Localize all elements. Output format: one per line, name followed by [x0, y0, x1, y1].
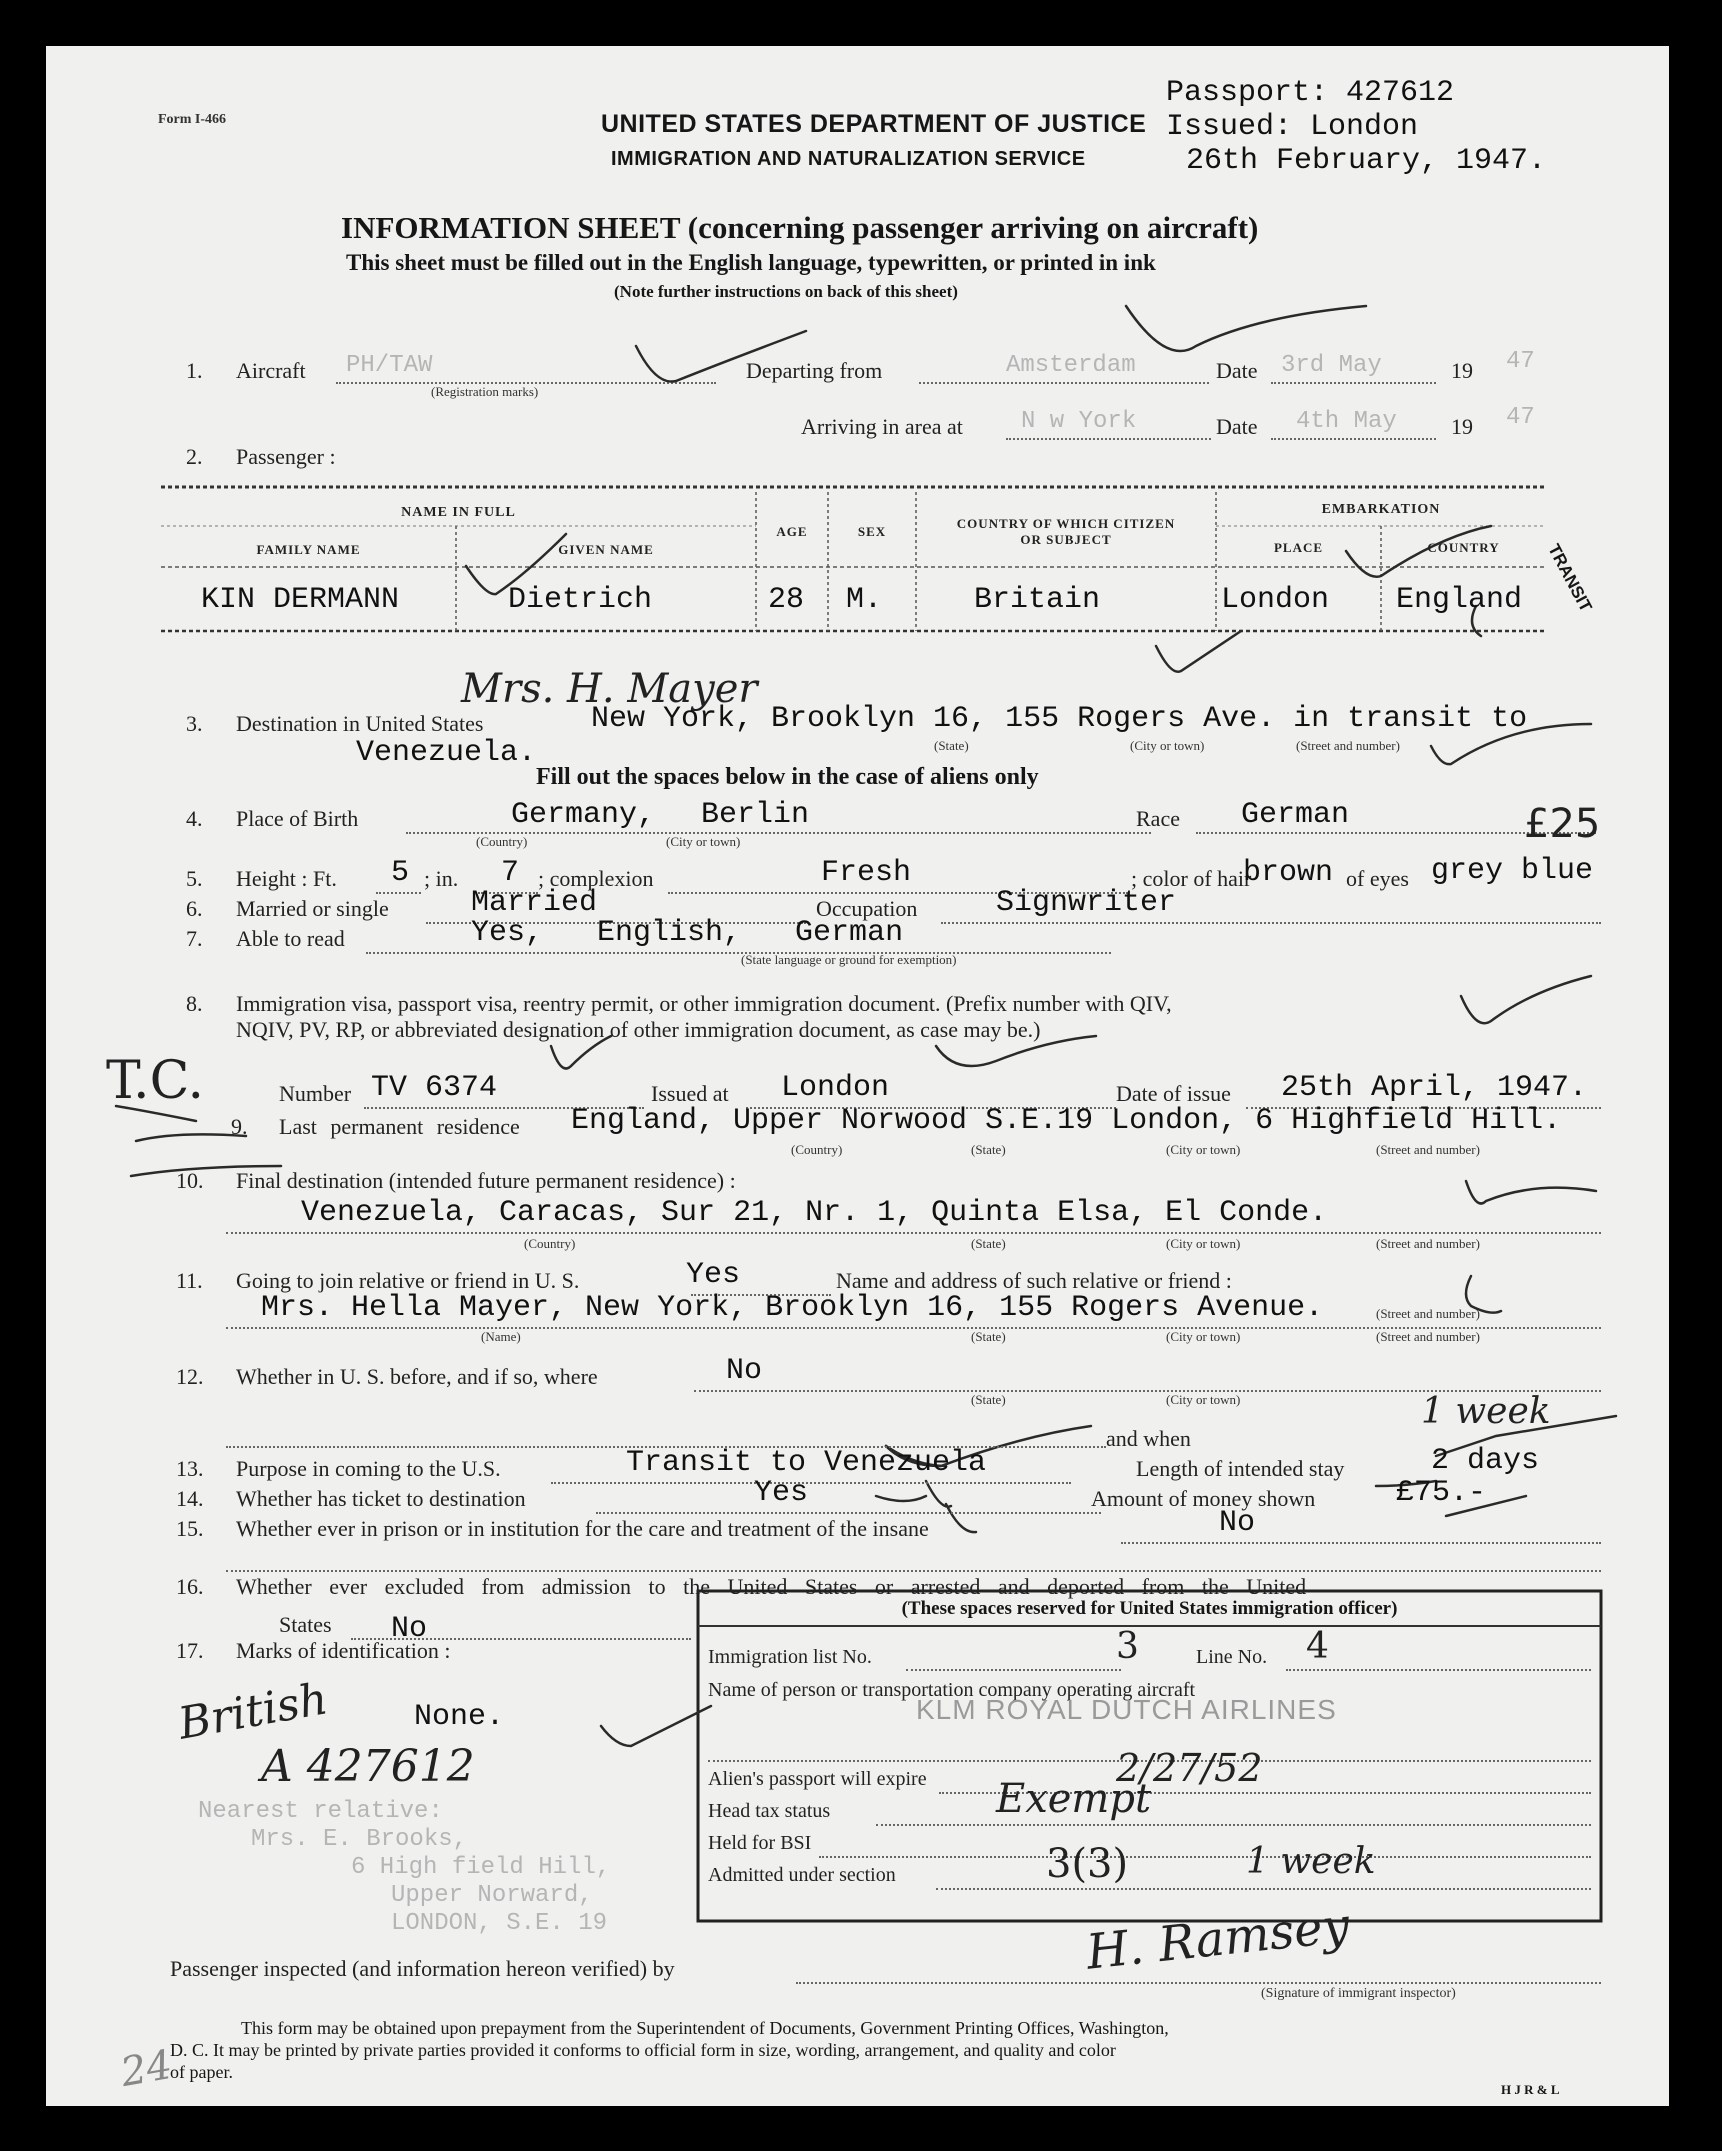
- aircraft-value: PH/TAW: [346, 352, 433, 379]
- excluded-label-line2: States: [279, 1612, 332, 1637]
- final-destination-caption-state: (State): [971, 1236, 1006, 1251]
- admitted-section-value: 3(3): [1046, 1841, 1129, 1887]
- footer-line-3: of paper.: [170, 2062, 233, 2082]
- height-inches-label: ; in.: [424, 866, 459, 891]
- table-header-place: PLACE: [1273, 540, 1324, 555]
- purpose-value: Transit to Venezuela: [626, 1446, 987, 1480]
- money-note-handwritten: £25: [1524, 801, 1601, 847]
- height-inches: 7: [501, 856, 520, 890]
- nearest-relative-line-5: LONDON, S.E. 19: [391, 1910, 608, 1937]
- table-header-age: AGE: [776, 524, 808, 539]
- handwritten-passport-number: A 427612: [261, 1741, 475, 1792]
- and-when-label: and when: [1106, 1426, 1191, 1451]
- final-destination-caption-city: (City or town): [1166, 1236, 1241, 1251]
- occupation-label: Occupation: [816, 896, 918, 921]
- purpose-label: Purpose in coming to the U.S.: [236, 1456, 501, 1481]
- birth-caption-country: (Country): [476, 834, 528, 849]
- item-17-number: 17.: [176, 1638, 204, 1663]
- department-line: UNITED STATES DEPARTMENT OF JUSTICE: [601, 110, 1147, 138]
- item-14-number: 14.: [176, 1486, 204, 1511]
- item-4-number: 4.: [186, 806, 203, 831]
- nearest-relative-line-4: Upper Norward,: [391, 1882, 593, 1909]
- service-line: IMMIGRATION AND NATURALIZATION SERVICE: [611, 148, 1086, 170]
- inspector-signature: H. Ramsey: [1083, 1897, 1353, 1981]
- birth-caption-city: (City or town): [666, 834, 741, 849]
- relative-caption-street: (Street and number): [1376, 1329, 1480, 1344]
- passport-number: Passport: 427612: [1166, 76, 1455, 110]
- arrive-date-value: 4th May: [1296, 408, 1397, 435]
- marital-status-value: Married: [471, 886, 598, 920]
- information-sheet: [46, 46, 1669, 2106]
- destination-caption-state: (State): [934, 738, 969, 753]
- depart-date-label: Date: [1216, 358, 1258, 383]
- complexion-value: Fresh: [821, 856, 912, 890]
- transit-stamp: TRANSIT: [1544, 541, 1596, 615]
- last-residence-caption-street: (Street and number): [1376, 1142, 1480, 1157]
- race-label: Race: [1136, 806, 1180, 831]
- passenger-sex: M.: [846, 583, 883, 617]
- item-5-number: 5.: [186, 866, 203, 891]
- item-1-number: 1.: [186, 358, 203, 383]
- last-residence-label: Last permanent residence: [279, 1114, 520, 1139]
- relative-address-value: Mrs. Hella Mayer, New York, Brooklyn 16, 155 Rogers Avenue.: [261, 1291, 1324, 1325]
- passenger-family-name: KIN DERMANN: [201, 583, 400, 617]
- officer-box-heading: (These spaces reserved for United States immigration officer): [901, 1598, 1398, 1619]
- passenger-age: 28: [768, 583, 805, 617]
- destination-line2: Venezuela.: [356, 736, 537, 770]
- destination-caption-street: (Street and number): [1296, 738, 1400, 753]
- passenger-embark-country: England: [1396, 583, 1523, 617]
- arrive-year-prefix: 19: [1451, 414, 1473, 439]
- admitted-section-label: Admitted under section: [708, 1864, 896, 1886]
- arriving-value: N w York: [1021, 408, 1137, 435]
- arrive-year-value: 47: [1506, 404, 1535, 431]
- form-number: Form I-466: [158, 112, 227, 127]
- arrive-date-label: Date: [1216, 414, 1258, 439]
- item-7-number: 7.: [186, 926, 203, 951]
- item-8-number: 8.: [186, 991, 203, 1016]
- excluded-label-line1: Whether ever excluded from admission to the United States or arrested and deported from the United: [236, 1574, 1307, 1599]
- nearest-relative-line-1: Nearest relative:: [198, 1798, 443, 1825]
- footer-line-2: D. C. It may be printed by private parties provided it conforms to official form in size, wording, arrangement, and quality and color: [170, 2040, 1116, 2060]
- item-12-number: 12.: [176, 1364, 204, 1389]
- prison-label: Whether ever in prison or in institution for the care and treatment of the insane: [236, 1516, 929, 1541]
- passport-issued: Issued: London: [1166, 110, 1419, 144]
- held-for-bsi-label: Held for BSI: [708, 1832, 812, 1854]
- handwritten-nationality: British: [174, 1673, 332, 1750]
- complexion-label: ; complexion: [538, 866, 654, 891]
- passenger-given-name: Dietrich: [508, 583, 653, 617]
- stay-handwritten-note: 1 week: [1421, 1391, 1551, 1432]
- immigration-list-label: Immigration list No.: [708, 1646, 872, 1668]
- table-header-citizen: COUNTRY OF WHICH CITIZEN: [956, 516, 1176, 531]
- previous-visit-caption-street: (Street and number): [1376, 1306, 1480, 1321]
- visa-instructions-line2: NQIV, PV, RP, or abbreviated designation of other immigration document, as case may be.): [236, 1017, 1041, 1042]
- inspector-signature-caption: (Signature of immigrant inspector): [1261, 1986, 1456, 2001]
- operator-label: Name of person or transportation company operating aircraft: [708, 1679, 1196, 1701]
- previous-visit-caption-state: (State): [971, 1392, 1006, 1407]
- visa-date-label: Date of issue: [1116, 1081, 1231, 1106]
- depart-year-value: 47: [1506, 348, 1535, 375]
- table-header-family-name: FAMILY NAME: [256, 542, 361, 557]
- passport-expire-label: Alien's passport will expire: [708, 1768, 927, 1790]
- footer-line-1: This form may be obtained upon prepayment from the Superintendent of Documents, Government Printing Offices, Washington,: [241, 2018, 1169, 2038]
- head-tax-value: Exempt: [996, 1776, 1152, 1822]
- previous-visit-value: No: [726, 1354, 763, 1388]
- sheet-title: INFORMATION SHEET (concerning passenger arriving on aircraft): [341, 210, 1259, 245]
- stay-length-value: 2 days: [1431, 1444, 1540, 1478]
- last-residence-caption-city: (City or town): [1166, 1142, 1241, 1157]
- table-header-given-name: GIVEN NAME: [558, 542, 654, 557]
- birth-country: Germany,: [511, 798, 656, 832]
- visa-issued-value: London: [781, 1071, 890, 1105]
- money-shown-label: Amount of money shown: [1091, 1486, 1316, 1511]
- identification-marks-value: None.: [414, 1700, 505, 1734]
- eye-color-label: of eyes: [1346, 866, 1409, 891]
- previous-visit-label: Whether in U. S. before, and if so, where: [236, 1364, 598, 1389]
- page-mark: 24: [117, 2041, 176, 2097]
- last-residence-value: England, Upper Norwood S.E.19 London, 6 Highfield Hill.: [571, 1104, 1562, 1138]
- ticket-line: [596, 1504, 1101, 1514]
- ticket-label: Whether has ticket to destination: [236, 1486, 526, 1511]
- destination-label: Destination in United States: [236, 711, 484, 736]
- relative-caption-city: (City or town): [1166, 1329, 1241, 1344]
- relative-caption-name: (Name): [481, 1329, 521, 1344]
- previous-visit-caption-city: (City or town): [1166, 1392, 1241, 1407]
- visa-issued-label: Issued at: [651, 1081, 729, 1106]
- line-number-line: [1286, 1661, 1591, 1671]
- depart-date-value: 3rd May: [1281, 352, 1382, 379]
- passport-issued-date: 26th February, 1947.: [1186, 144, 1547, 178]
- final-destination-label: Final destination (intended future permanent residence) :: [236, 1168, 736, 1193]
- printer-mark: H J R & L: [1501, 2082, 1560, 2097]
- depart-year-prefix: 19: [1451, 358, 1473, 383]
- height-feet-label: Height : Ft.: [236, 866, 337, 891]
- relative-address-label: Name and address of such relative or friend :: [836, 1268, 1232, 1293]
- visa-date-value: 25th April, 1947.: [1281, 1071, 1588, 1105]
- item-3-number: 3.: [186, 711, 203, 736]
- head-tax-label: Head tax status: [708, 1800, 831, 1822]
- table-header-country: COUNTRY: [1427, 540, 1500, 555]
- item-6-number: 6.: [186, 896, 203, 921]
- table-header-citizen-sub: OR SUBJECT: [1020, 532, 1112, 547]
- passenger-label: Passenger :: [236, 444, 336, 469]
- aircraft-label: Aircraft: [236, 358, 306, 383]
- join-relative-value: Yes: [686, 1258, 741, 1292]
- money-shown-value: £75.-: [1396, 1476, 1487, 1510]
- occupation-value: Signwriter: [996, 886, 1177, 920]
- join-relative-label: Going to join relative or friend in U. S.: [236, 1268, 580, 1293]
- sheet-subtitle: This sheet must be filled out in the English language, typewritten, or printed in ink: [346, 250, 1156, 275]
- departing-label: Departing from: [746, 358, 883, 383]
- head-tax-line: [876, 1816, 1591, 1826]
- able-to-read-caption: (State language or ground for exemption): [741, 952, 957, 967]
- operator-value: KLM ROYAL DUTCH AIRLINES: [916, 1694, 1337, 1725]
- visa-number-value: TV 6374: [371, 1071, 498, 1105]
- birth-city: Berlin: [701, 798, 810, 832]
- aliens-heading: Fill out the spaces below in the case of aliens only: [536, 764, 1039, 790]
- identification-marks-label: Marks of identification :: [236, 1638, 451, 1663]
- visa-instructions-line1: Immigration visa, passport visa, reentry permit, or other immigration document. (Prefix number with QIV,: [236, 991, 1172, 1016]
- arriving-label: Arriving in area at: [801, 414, 963, 439]
- able-to-read-label: Able to read: [236, 926, 345, 951]
- item-9-number: 9.: [231, 1114, 248, 1139]
- table-header-sex: SEX: [857, 524, 887, 539]
- table-header-embarkation: EMBARKATION: [1321, 502, 1441, 517]
- item-16-number: 16.: [176, 1574, 204, 1599]
- prison-line: [1121, 1534, 1601, 1544]
- passenger-citizenship: Britain: [974, 583, 1101, 617]
- nearest-relative-line-2: Mrs. E. Brooks,: [251, 1826, 468, 1853]
- ticket-value: Yes: [754, 1476, 809, 1510]
- item-15-number: 15.: [176, 1516, 204, 1541]
- visa-handwritten-note: T.C.: [106, 1051, 205, 1111]
- final-destination-caption-street: (Street and number): [1376, 1236, 1480, 1251]
- line-number-value: 4: [1306, 1626, 1329, 1667]
- marital-status-label: Married or single: [236, 896, 389, 921]
- item-11-number: 11.: [176, 1268, 203, 1293]
- table-header-name-in-full: NAME IN FULL: [401, 505, 516, 520]
- nearest-relative-line-3: 6 High field Hill,: [351, 1854, 611, 1881]
- item-2-number: 2.: [186, 444, 203, 469]
- last-residence-caption-country: (Country): [791, 1142, 843, 1157]
- destination-handwritten-name: Mrs. H. Mayer: [461, 666, 758, 712]
- eye-color-value: grey blue: [1431, 854, 1594, 888]
- immigration-list-value: 3: [1116, 1626, 1139, 1667]
- item-13-number: 13.: [176, 1456, 204, 1481]
- admitted-section-note: 1 week: [1246, 1841, 1376, 1882]
- birth-place-label: Place of Birth: [236, 806, 359, 831]
- registration-caption: (Registration marks): [431, 384, 539, 399]
- passport-expire-value: 2/27/52: [1116, 1746, 1263, 1790]
- hair-color-value: brown: [1243, 856, 1334, 890]
- immigration-list-line: [906, 1661, 1121, 1671]
- height-feet: 5: [391, 856, 410, 890]
- departing-value: Amsterdam: [1006, 352, 1136, 379]
- prison-line2: [226, 1564, 1601, 1572]
- stay-length-label: Length of intended stay: [1136, 1456, 1345, 1481]
- inspected-by-line: [796, 1974, 1601, 1984]
- relative-caption-state: (State): [971, 1329, 1006, 1344]
- destination-line1: New York, Brooklyn 16, 155 Rogers Ave. in transit to: [591, 702, 1528, 736]
- excluded-value: No: [391, 1612, 428, 1646]
- inspected-by-label: Passenger inspected (and information hereon verified) by: [170, 1956, 675, 1981]
- race-value: German: [1241, 798, 1350, 832]
- held-for-bsi-line: [819, 1848, 1591, 1858]
- last-residence-caption-state: (State): [971, 1142, 1006, 1157]
- line-number-label: Line No.: [1196, 1646, 1268, 1668]
- final-destination-caption-country: (Country): [524, 1236, 576, 1251]
- destination-caption-city: (City or town): [1130, 738, 1205, 753]
- hair-color-label: ; color of hair: [1131, 866, 1252, 891]
- able-to-read-value: Yes, English, German: [471, 916, 904, 950]
- visa-number-label: Number: [279, 1081, 352, 1106]
- sheet-note: (Note further instructions on back of this sheet): [614, 282, 958, 301]
- passenger-embark-place: London: [1221, 583, 1330, 617]
- item-10-number: 10.: [176, 1168, 204, 1193]
- final-destination-value: Venezuela, Caracas, Sur 21, Nr. 1, Quinta Elsa, El Conde.: [301, 1196, 1328, 1230]
- prison-value: No: [1219, 1506, 1256, 1540]
